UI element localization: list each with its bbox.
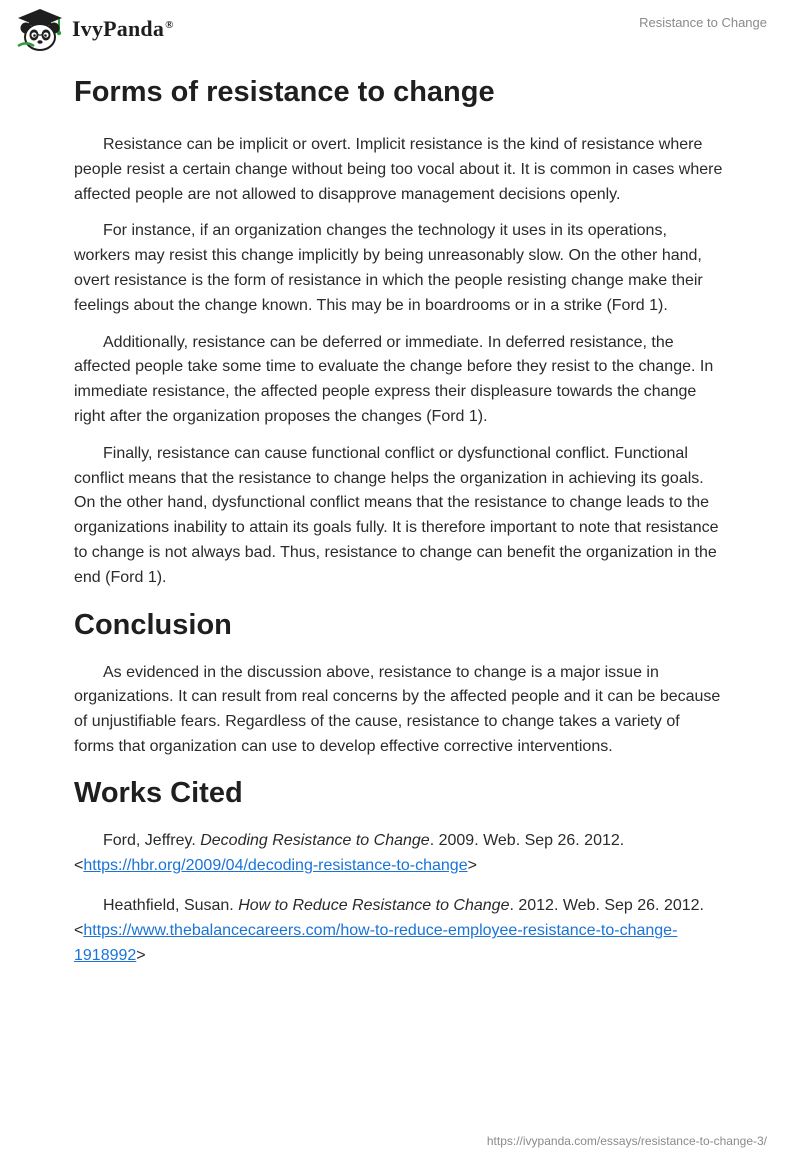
page-header <box>0 0 800 60</box>
citation-entry: Ford, Jeffrey. Decoding Resistance to Change. 2009. Web. Sep 26. 2012. <https://hbr.org/2009/04/decoding-resistance-to-change> <box>74 831 625 874</box>
forms-section-body <box>74 118 724 591</box>
conclusion-section-body <box>74 647 724 760</box>
paragraph: Resistance can be implicit or overt. Implicit resistance is the kind of resistance where people resist a certain change without being too vocal about it. It is common in cases where affected people are not allowed to disapprove management decisions openly. <box>74 136 723 203</box>
paragraph: Finally, resistance can cause functional conflict or dysfunctional conflict. Functional conflict means that the resistance to change helps the organization in achieving its goals. On the other hand, dysfunctional conflict means that the resistance to change leads to the organizations inability to attain its goals fully. It is therefore important to note that resistance to change is not always bad. Thus, resistance to change can benefit the organization in the end (Ford 1). <box>74 444 719 586</box>
section-heading-forms: Forms of resistance to change <box>74 76 495 108</box>
document-title: Resistance to Change <box>639 15 767 30</box>
section-heading-conclusion: Conclusion <box>74 608 232 641</box>
logo-text: IvyPanda® <box>72 16 174 41</box>
citation-link[interactable]: https://hbr.org/2009/04/decoding-resistance-to-change <box>83 856 468 874</box>
paragraph: Additionally, resistance can be deferred or immediate. In deferred resistance, the affected people take some time to evaluate the change before they resist to the change. In immediate resistance, the affected people express their displeasure towards the change right after the organization proposes the changes (Ford 1). <box>74 333 714 425</box>
footer-url: https://ivypanda.com/essays/resistance-to-change-3/ <box>486 1134 767 1148</box>
citation-link[interactable]: https://www.thebalancecareers.com/how-to-reduce-employee-resistance-to-change-1918992 <box>74 922 678 964</box>
paragraph: For instance, if an organization changes the technology it uses in its operations, workers may resist this change implicitly by being unreasonably slow. On the other hand, overt resistance is the form of resistance in which the people resisting change make their feelings about the change known. This may be in boardrooms or in a strike (Ford 1). <box>74 222 703 314</box>
essay-content <box>74 70 724 969</box>
citation-entry: Heathfield, Susan. How to Reduce Resistance to Change. 2012. Web. Sep 26. 2012. <https://www.thebalancecareers.com/how-to-reduce-employee-resistance-to-change-1918992> <box>74 897 704 964</box>
works-cited-list <box>74 815 724 969</box>
ivypanda-logo[interactable] <box>14 6 174 52</box>
section-heading-works-cited: Works Cited <box>74 776 243 809</box>
citation-title: How to Reduce Resistance to Change <box>238 897 510 915</box>
citation-title: Decoding Resistance to Change <box>200 831 430 849</box>
panda-graduate-icon <box>14 6 66 52</box>
paragraph: As evidenced in the discussion above, resistance to change is a major issue in organizations. It can result from real concerns by the affected people and it can be because of unjustifiable fears. Regardless of the cause, resistance to change takes a variety of forms that organization can use to develop effective corrective interventions. <box>74 663 721 755</box>
